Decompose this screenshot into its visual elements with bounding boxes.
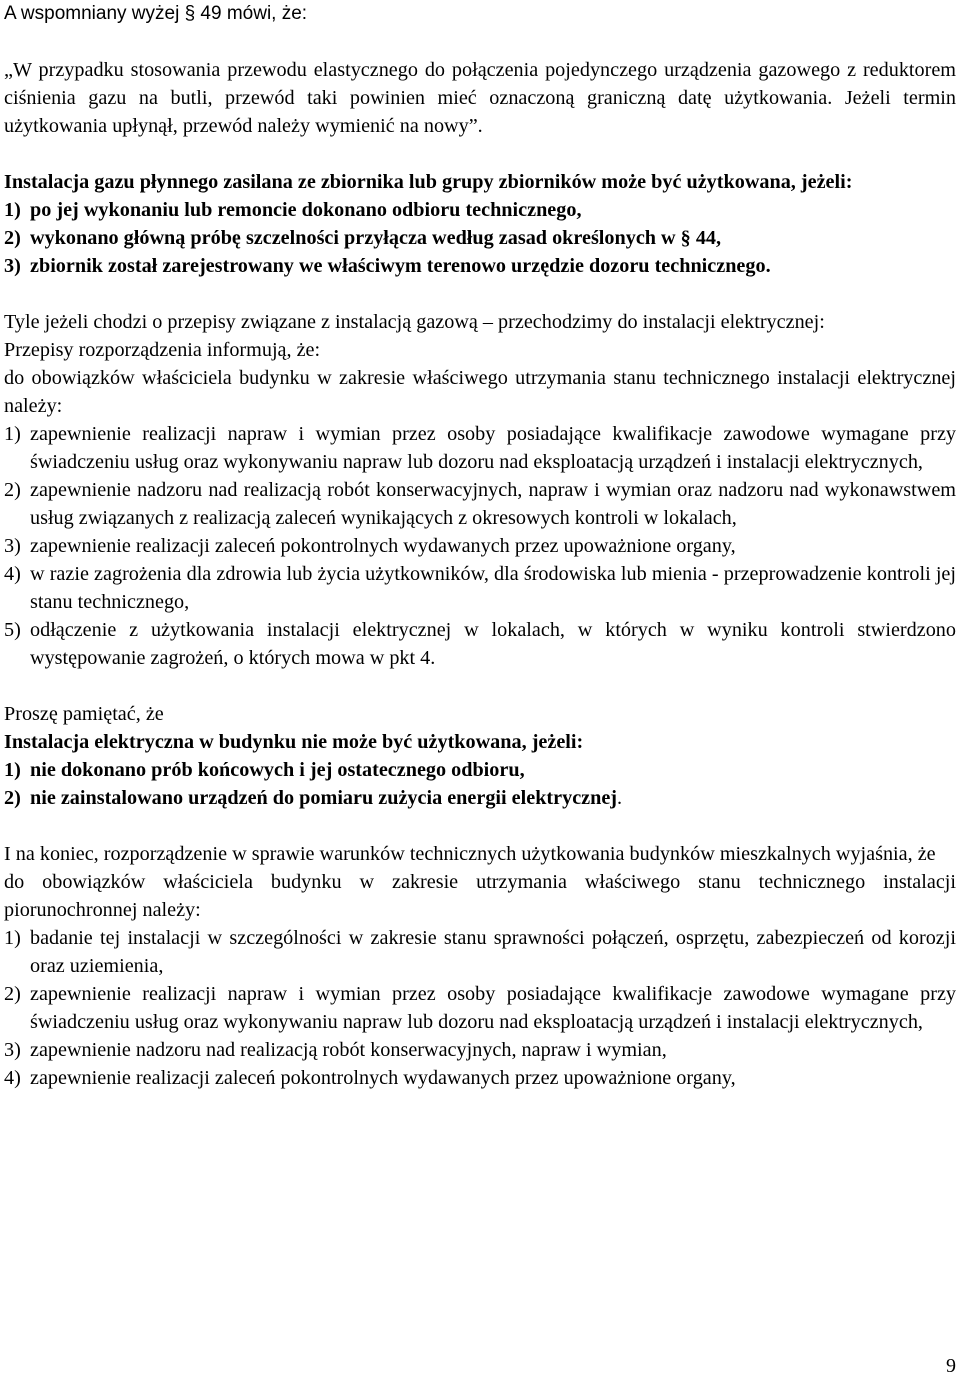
list-item: 2) wykonano główną próbę szczelności przyłącza według zasad określonych w § 44, [4, 227, 722, 249]
list-item: 5) odłączenie z użytkowania instalacji elektrycznej w lokalach, w których w wyniku kontroli stwierdzono występowanie zagrożeń, o których mowa w pkt 4. [4, 619, 956, 669]
gas-installation-section [4, 168, 956, 280]
lightning-duties-intro: do obowiązków właściciela budynku w zakresie utrzymania właściwego stanu technicznego instalacji piorunochronnej należy: [4, 871, 956, 921]
electric-transition: Tyle jeżeli chodzi o przepisy związane z instalacją gazową – przechodzimy do instalacji elektrycznej: [4, 311, 825, 333]
electric-installation-section [4, 308, 956, 672]
remember-section [4, 700, 956, 812]
list-item: 4) zapewnienie realizacji zaleceń pokontrolnych wydawanych przez upoważnione organy, [4, 1067, 736, 1089]
lightning-intro: I na koniec, rozporządzenie w sprawie warunków technicznych użytkowania budynków mieszkalnych wyjaśnia, że [4, 843, 936, 865]
list-item: 4) w razie zagrożenia dla zdrowia lub życia użytkowników, dla środowiska lub mienia - przeprowadzenie kontroli jej stanu technicznego, [4, 563, 956, 613]
page-number: 9 [946, 1355, 956, 1377]
remember-condition: Instalacja elektryczna w budynku nie może być użytkowana, jeżeli: [4, 731, 584, 753]
list-item: 1) zapewnienie realizacji napraw i wymian przez osoby posiadające kwalifikacje zawodowe wymagane przy świadczeniu usług oraz wykonywaniu napraw lub dozoru nad eksploatacją urządzeń i instalacji elektrycznych, [4, 423, 956, 473]
list-item: 3) zapewnienie realizacji zaleceń pokontrolnych wydawanych przez upoważnione organy, [4, 535, 736, 557]
remember-intro: Proszę pamiętać, że [4, 703, 164, 725]
list-item: 2) zapewnienie realizacji napraw i wymian przez osoby posiadające kwalifikacje zawodowe wymagane przy świadczeniu usług oraz wykonywaniu napraw lub dozoru nad eksploatacją urządzeń i instalacji elektrycznych, [4, 983, 956, 1033]
lightning-protection-section [4, 840, 956, 1092]
list-item: 3) zbiornik został zarejestrowany we właściwym terenowo urzędzie dozoru technicznego. [4, 255, 771, 277]
list-item: 2) zapewnienie nadzoru nad realizacją robót konserwacyjnych, napraw i wymian oraz nadzoru nad wykonawstwem usług związanych z realizacją zaleceń wynikających z okresowych kontroli w lokalach, [4, 479, 956, 529]
electric-regulation-intro: Przepisy rozporządzenia informują, że: [4, 339, 321, 361]
list-item: 1) nie dokonano prób końcowych i jej ostatecznego odbioru, [4, 759, 525, 781]
list-item: 3) zapewnienie nadzoru nad realizacją robót konserwacyjnych, napraw i wymian, [4, 1039, 667, 1061]
electric-duties-intro: do obowiązków właściciela budynku w zakresie właściwego utrzymania stanu technicznego instalacji elektrycznej należy: [4, 367, 956, 417]
list-item: 2) nie zainstalowano urządzeń do pomiaru zużycia energii elektrycznej. [4, 787, 623, 809]
quote-paragraph: „W przypadku stosowania przewodu elastycznego do połączenia pojedynczego urządzenia gazowego z reduktorem ciśnienia gazu na butli, przewód taki powinien mieć oznaczoną graniczną datę użytkowania. Jeżeli termin użytkowania upłynął, przewód należy wymienić na nowy”. [4, 59, 956, 137]
gas-intro: Instalacja gazu płynnego zasilana ze zbiornika lub grupy zbiorników może być użytkowana, jeżeli: [4, 171, 853, 193]
list-item: 1) badanie tej instalacji w szczególności w zakresie stanu sprawności połączeń, osprzętu, zabezpieczeń od korozji oraz uziemienia, [4, 927, 956, 977]
list-item: 1) po jej wykonaniu lub remoncie dokonano odbioru technicznego, [4, 199, 582, 221]
section-heading: A wspomniany wyżej § 49 mówi, że: [4, 3, 308, 24]
